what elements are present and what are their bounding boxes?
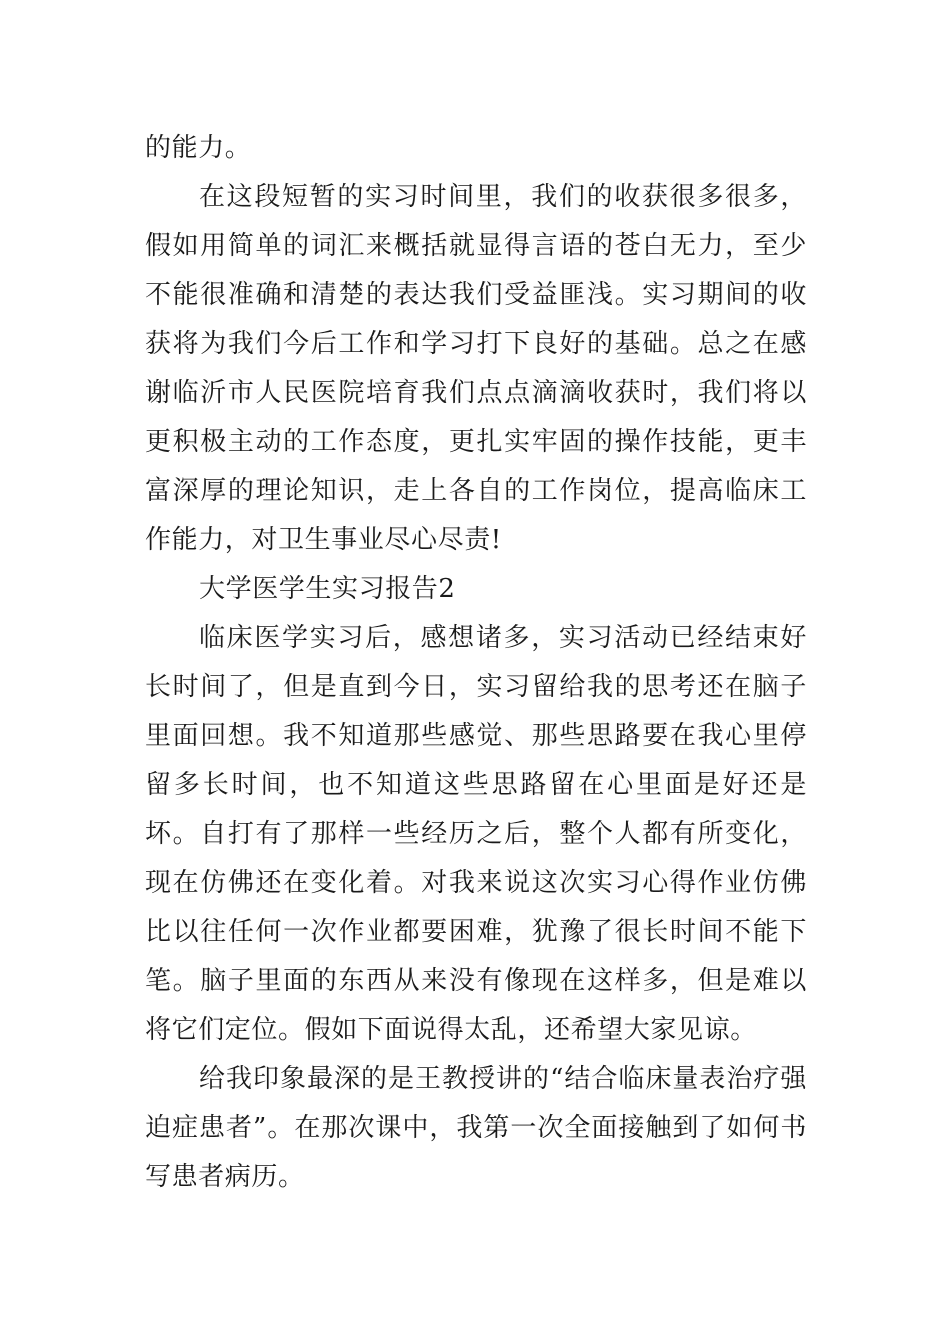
- paragraph-internship-gains: 在这段短暂的实习时间里，我们的收获很多很多，假如用简单的词汇来概括就显得言语的苍白无力，至少不能很准确和清楚的表达我们受益匪浅。实习期间的收获将为我们今后工作和学习打下良好的基础。总之在感谢临沂市人民医院培育我们点点滴滴收获时，我们将以更积极主动的工作态度，更扎实牢固的操作技能，更丰富深厚的理论知识，走上各自的工作岗位，提高临床工作能力，对卫生事业尽心尽责!: [145, 182, 807, 555]
- paragraph-deepest-impression: 给我印象最深的是王教授讲的“结合临床量表治疗强迫症患者”。在那次课中，我第一次全面接触到了如何书写患者病历。: [145, 1064, 807, 1192]
- document-body: [145, 124, 807, 1202]
- section-heading: 大学医学生实习报告2: [199, 574, 456, 604]
- paragraph-continuation: 的能力。: [145, 133, 252, 163]
- paragraph-clinical-reflection: 临床医学实习后，感想诸多，实习活动已经结束好长时间了，但是直到今日，实习留给我的思考还在脑子里面回想。我不知道那些感觉、那些思路要在我心里停留多长时间，也不知道这些思路留在心里面是好还是坏。自打有了那样一些经历之后，整个人都有所变化，现在仿佛还在变化着。对我来说这次实习心得作业仿佛比以往任何一次作业都要困难，犹豫了很长时间不能下笔。脑子里面的东西从来没有像现在这样多，但是难以将它们定位。假如下面说得太乱，还希望大家见谅。: [145, 623, 807, 1045]
